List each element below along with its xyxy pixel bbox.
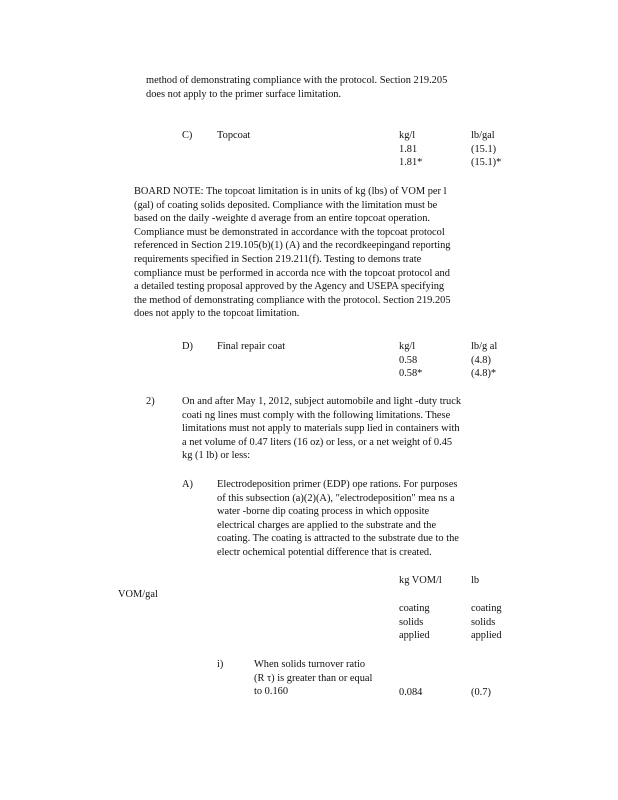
item-i-text <box>254 658 372 699</box>
table-cell: coating <box>471 603 502 614</box>
text-line: limitations must not apply to materials supp lied in containers with <box>182 423 460 435</box>
text-line: does not apply to the topcoat limitation. <box>134 308 300 320</box>
table-cell: (15.1) <box>471 143 497 155</box>
table-cell: applied <box>471 630 502 642</box>
text-line: the method of demonstrating compliance with the protocol. Section 219.205 <box>134 294 451 306</box>
table-cell: solids <box>471 616 496 628</box>
text-line: kg (1 lb) or less: <box>182 450 251 462</box>
table-cell: 1.81* <box>399 157 423 169</box>
unit-sub-kg-column <box>399 602 430 643</box>
table-cell: solids <box>399 616 424 628</box>
text-line: to 0.160 <box>254 686 289 698</box>
unit-sub-lb-column <box>471 602 502 643</box>
intro-paragraph <box>146 74 447 101</box>
topcoat-kg-column <box>399 129 422 170</box>
text-line: water -borne dip coating process in which opposite <box>217 506 430 518</box>
table-cell: kg/l <box>399 341 416 352</box>
item-2a-paragraph <box>217 478 459 560</box>
table-cell: applied <box>399 630 430 642</box>
table-cell: (4.8) <box>471 354 491 366</box>
unit-heading-kg: kg VOM/l <box>399 575 442 586</box>
item-2-number: 2) <box>146 396 155 407</box>
item-i-kg-value: 0.084 <box>399 687 423 698</box>
item-i-number: i) <box>217 659 224 670</box>
table-cell: (4.8)* <box>471 368 497 380</box>
text-line: compliance must be performed in accorda nce with the topcoat protocol and <box>134 267 450 279</box>
text-line: Compliance must be demonstrated in accordance with the topcoat protocol <box>134 226 445 238</box>
table-cell: lb/g al <box>471 341 498 352</box>
text-line: (R τ) is greater than or equal <box>254 672 373 684</box>
table-cell: 0.58 <box>399 354 418 366</box>
text-line: requirements specified in Section 219.211(f). Testing to demons trate <box>134 253 422 265</box>
text-line: a detailed testing proposal approved by the Agency and USEPA specifying <box>134 281 445 293</box>
text-line: coating. The coating is attracted to the substrate due to the <box>217 533 459 545</box>
final-repair-label: Final repair coat <box>217 341 286 352</box>
item-2a-letter: A) <box>182 479 193 490</box>
table-cell: kg/l <box>399 130 416 141</box>
text-line: based on the daily -weighte d average from an entire topcoat operation. <box>134 213 431 225</box>
topcoat-label: Topcoat <box>217 130 251 141</box>
text-line: of this subsection (a)(2)(A), "electrodeposition" mea ns a <box>217 492 455 504</box>
final-repair-kg-column <box>399 340 422 381</box>
table-cell: (15.1)* <box>471 157 502 169</box>
text-line: method of demonstrating compliance with the protocol. Section 219.205 <box>146 75 448 86</box>
text-line: referenced in Section 219.105(b)(1) (A) and the recordkeepingand reporting <box>134 240 451 252</box>
final-repair-lb-column <box>471 340 497 381</box>
text-line: does not apply to the primer surface limitation. <box>146 88 342 100</box>
unit-heading-lb: lb <box>471 575 480 586</box>
text-line: BOARD NOTE: The topcoat limitation is in units of kg (lbs) of VOM per l <box>134 186 447 197</box>
text-line: When solids turnover ratio <box>254 659 366 670</box>
text-line: a net volume of 0.47 liters (16 oz) or less, or a net weight of 0.45 <box>182 436 453 448</box>
text-line: coati ng lines must comply with the following limitations. These <box>182 409 451 421</box>
text-line: (gal) of coating solids deposited. Compliance with the limitation must be <box>134 199 438 211</box>
text-line: Electrodeposition primer (EDP) ope rations. For purposes <box>217 479 458 490</box>
item-i-lb-value: (0.7) <box>471 687 491 698</box>
table-cell: coating <box>399 603 430 614</box>
text-line: electr ochemical potential difference that is created. <box>217 546 432 558</box>
topcoat-lb-column <box>471 129 501 170</box>
table-cell: lb/gal <box>471 130 495 141</box>
text-line: On and after May 1, 2012, subject automobile and light -duty truck <box>182 396 462 407</box>
topcoat-letter: C) <box>182 130 193 141</box>
item-2-paragraph <box>182 395 461 463</box>
text-line: electrical charges are applied to the substrate and the <box>217 519 437 531</box>
board-note <box>134 185 451 321</box>
unit-label-vom-gal: VOM/gal <box>118 589 158 600</box>
table-cell: 0.58* <box>399 368 423 380</box>
final-repair-letter: D) <box>182 341 193 352</box>
table-cell: 1.81 <box>399 143 418 155</box>
